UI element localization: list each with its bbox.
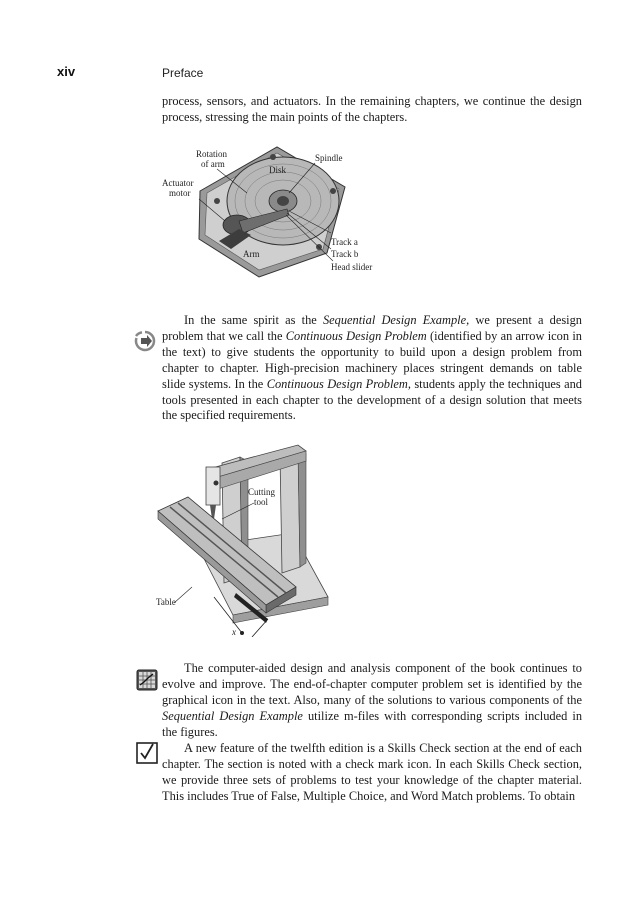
page-number: xiv (57, 64, 76, 79)
para2-text-4: students apply the techniques and tools presented in each chapter to the development of a design solution that meets the specified requirements. (162, 376, 582, 423)
paragraph-design-process: process, sensors, and actuators. In the remaining chapters, we continue the design process, stressing the main points of the chapters. (162, 94, 582, 124)
label-tool: tool (254, 497, 269, 507)
running-header: Preface (162, 66, 204, 80)
label-spindle: Spindle (315, 153, 343, 163)
para3-text-2: utilize m-files with corresponding scripts included in the figures. (162, 708, 583, 739)
paragraph-skills-check: A new feature of the twelfth edition is a Skills Check section at the end of each chapter. The section is noted with a check mark icon. In each Skills Check section, we provide three sets of problems to test your knowledge of the chapter material. This includes True of False, Multiple Choice, and Word Match problems. To obtain (162, 741, 582, 803)
para2-text-2: we present a design problem that we call the (162, 313, 582, 343)
check-mark-icon (136, 741, 158, 765)
paragraph-computer-aided-design (162, 661, 582, 741)
para2-emphasis-2: Continuous Design Problem (285, 328, 427, 343)
label-disk: Disk (269, 165, 287, 175)
paragraph-continuous-design (162, 313, 582, 424)
label-track-b: Track b (331, 249, 359, 259)
label-x: x (232, 627, 236, 637)
table-slide-figure (148, 437, 348, 637)
para2-emphasis-3: Continuous Design Problem, (266, 376, 411, 391)
label-arm: Arm (243, 249, 260, 259)
label-actuator: Actuator (162, 178, 194, 188)
label-rotation-2: of arm (201, 159, 225, 169)
para2-text-1: In the same spirit as the (184, 313, 323, 327)
label-head-slider: Head slider (331, 262, 373, 272)
para3-text-1: The computer-aided design and analysis component of the book continues to evolve and improve. The end-of-chapter computer problem set is identified by the graphical icon in the text. Also, many of the solutions to various components of the (162, 661, 582, 707)
label-cutting: Cutting (248, 487, 276, 497)
hard-disk-figure (155, 143, 395, 278)
label-track-a: Track a (331, 237, 358, 247)
computer-grid-icon (136, 669, 158, 691)
label-actuator-2: motor (169, 188, 191, 198)
label-table: Table (156, 597, 176, 607)
label-rotation: Rotation (196, 149, 227, 159)
para2-emphasis-1: Sequential Design Example, (322, 313, 470, 327)
para3-emphasis-1: Sequential Design Example (162, 708, 303, 723)
para2-text-3: (identified by an arrow icon in the text) to give students the opportunity to build upon a design problem from chapter to chapter. High-precision machinery places stringent demands on table slide systems. In the (162, 328, 582, 391)
arrow-icon (134, 330, 156, 352)
